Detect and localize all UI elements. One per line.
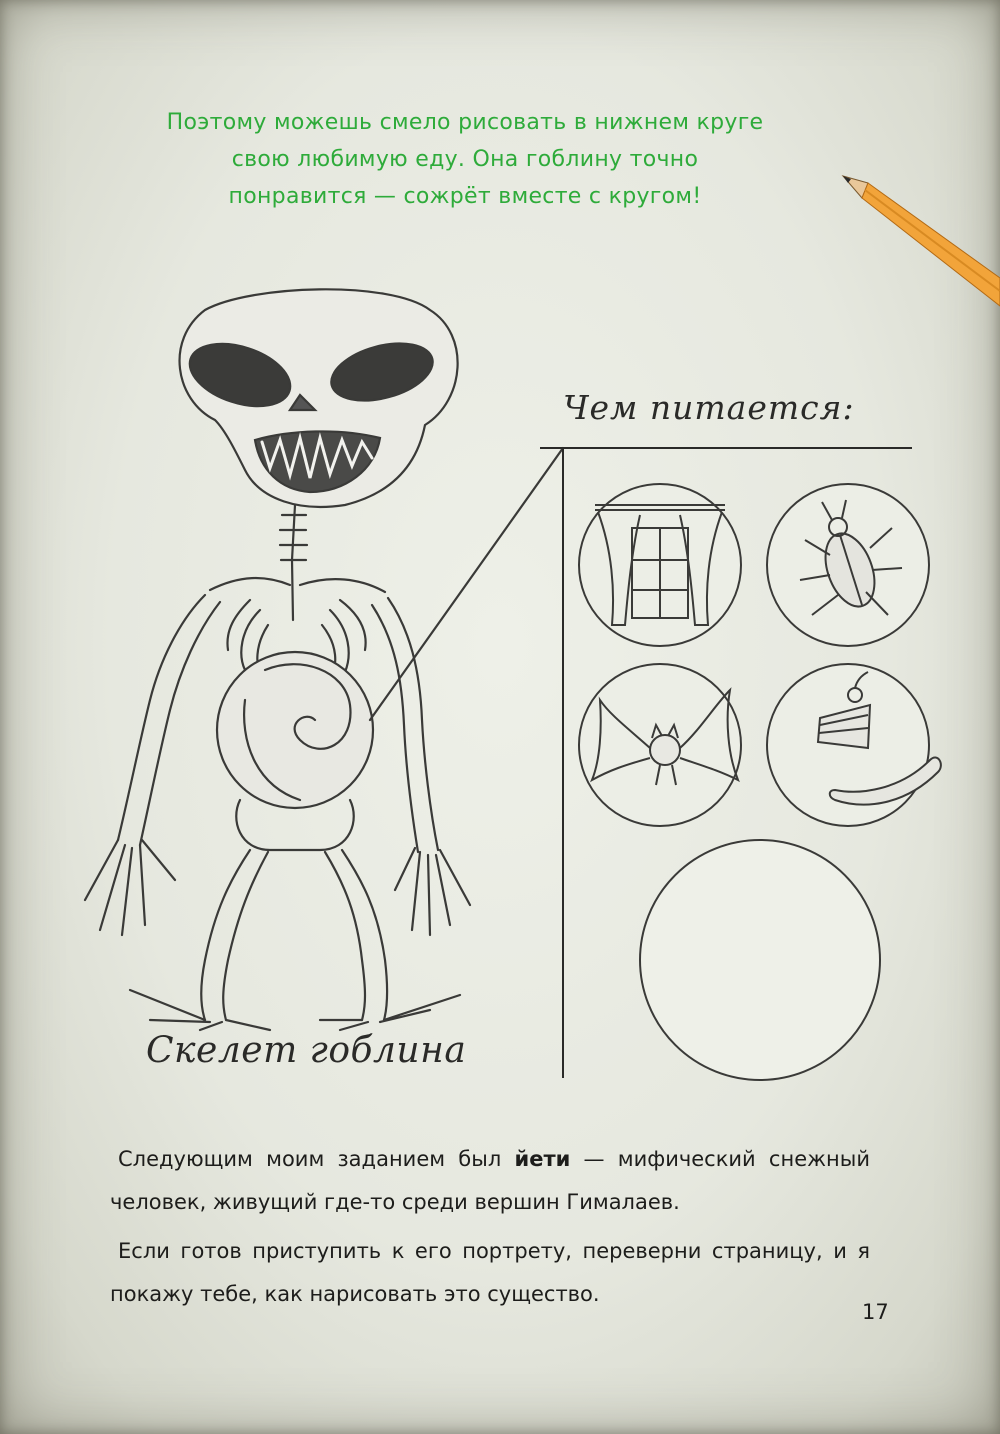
intro-line-1: Поэтому можешь смело рисовать в нижнем круге	[166, 110, 764, 135]
yeti-bold-word: йети	[514, 1147, 571, 1171]
food-circle-bat	[579, 664, 741, 826]
food-circle-beetle	[767, 484, 929, 646]
skeleton-caption: Скелет гоблина	[146, 1030, 467, 1071]
paragraph-1	[110, 1138, 870, 1224]
empty-food-circle[interactable]	[640, 840, 880, 1080]
paragraph-2	[110, 1230, 870, 1316]
goblin-skeleton-drawing	[85, 289, 563, 1030]
page-number: 17	[862, 1300, 889, 1324]
paragraph-1-end: — мифический снежный человек, живущий где-то среди вершин Гималаев.	[110, 1147, 870, 1214]
paragraph-1-start: Следующим моим заданием был	[118, 1147, 515, 1171]
food-circle-window-curtains	[579, 484, 741, 646]
paragraph-2-text: Если готов приступить к его портрету, переверни страницу, и я покажу тебе, как нарисовать это существо.	[110, 1239, 870, 1306]
intro-text	[120, 104, 810, 215]
diet-heading: Чем питается:	[563, 388, 855, 427]
pencil-icon	[843, 176, 1000, 306]
body-text	[110, 1138, 870, 1322]
food-circle-cake-sausage	[767, 664, 941, 826]
intro-line-3: понравится — сожрёт вместе с кругом!	[228, 184, 702, 209]
intro-line-2: свою любимую еду. Она гоблину точно	[231, 147, 699, 172]
